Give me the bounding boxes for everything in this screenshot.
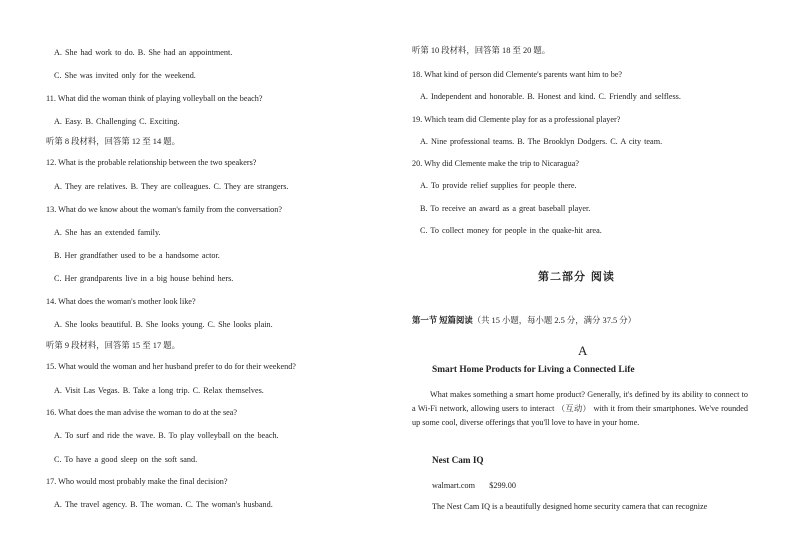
question-line: 16. What does the man advise the woman to do at the sea? <box>46 408 238 417</box>
answer-option-line: C. To have a good sleep on the soft sand. <box>54 455 198 464</box>
answer-option-line: A. To provide relief supplies for people there. <box>420 181 577 190</box>
answer-option-line: A. Nine professional teams. B. The Brooklyn Dodgers. C. A city team. <box>420 137 663 146</box>
answer-option-line: A. To surf and ride the wave. B. To play volleyball on the beach. <box>54 431 279 440</box>
product-store-line <box>432 481 516 491</box>
section-instruction: 听第 9 段材料，回答第 15 至 17 题。 <box>46 341 180 350</box>
article-title: Smart Home Products for Living a Connected Life <box>432 365 635 375</box>
product-description: The Nest Cam IQ is a beautifully designed home security camera that can recognize <box>432 502 708 511</box>
product-name: Nest Cam IQ <box>432 455 484 465</box>
answer-option-line: A. They are relatives. B. They are colleagues. C. They are strangers. <box>54 182 289 191</box>
question-line: 11. What did the woman think of playing volleyball on the beach? <box>46 94 263 103</box>
question-line: 19. Which team did Clemente play for as a professional player? <box>412 115 621 124</box>
answer-option-line: C. She was invited only for the weekend. <box>54 71 196 80</box>
answer-option-line: A. Easy. B. Challenging C. Exciting. <box>54 117 180 126</box>
answer-option-line: A. The travel agency. B. The woman. C. The woman's husband. <box>54 500 273 509</box>
passage-letter: A <box>578 343 588 358</box>
answer-option-line: B. To receive an award as a great baseball player. <box>420 204 591 213</box>
answer-option-line: C. Her grandparents live in a big house behind hers. <box>54 274 234 283</box>
answer-option-line: C. To collect money for people in the quake-hit area. <box>420 226 602 235</box>
article-intro: What makes something a smart home product? Generally, it's defined by its ability to connect to a Wi-Fi network, allowing users to interact （互动） with it from their smartphones. We've rounded up some cool, diverse offerings that you'll love to have in your home. <box>412 390 748 428</box>
answer-option-line: B. Her grandfather used to be a handsome actor. <box>54 251 220 260</box>
part-two-title: 第二部分 阅读 <box>538 270 615 283</box>
question-line: 20. Why did Clemente make the trip to Nicaragua? <box>412 159 579 168</box>
question-line: 17. Who would most probably make the final decision? <box>46 477 228 486</box>
answer-option-line: A. She had work to do. B. She had an appointment. <box>54 48 233 57</box>
question-line: 12. What is the probable relationship between the two speakers? <box>46 158 257 167</box>
subsection-heading <box>412 314 636 326</box>
subsection-label: 第一节 短篇阅读 <box>412 316 473 325</box>
answer-option-line: A. Independent and honorable. B. Honest and kind. C. Friendly and selfless. <box>420 92 681 101</box>
subsection-scoring: （共 15 小题，每小题 2.5 分，满分 37.5 分） <box>472 316 637 325</box>
product-price: $299.00 <box>489 481 516 490</box>
question-line: 14. What does the woman's mother look like? <box>46 297 196 306</box>
answer-option-line: A. She looks beautiful. B. She looks young. C. She looks plain. <box>54 320 273 329</box>
section-instruction: 听第 10 段材料，回答第 18 至 20 题。 <box>412 46 551 55</box>
question-line: 15. What would the woman and her husband prefer to do for their weekend? <box>46 362 296 371</box>
answer-option-line: A. She has an extended family. <box>54 228 161 237</box>
question-line: 13. What do we know about the woman's family from the conversation? <box>46 205 282 214</box>
question-line: 18. What kind of person did Clemente's parents want him to be? <box>412 70 623 79</box>
answer-option-line: A. Visit Las Vegas. B. Take a long trip. C. Relax themselves. <box>54 386 264 395</box>
product-store: walmart.com <box>432 481 475 490</box>
section-instruction: 听第 8 段材料，回答第 12 至 14 题。 <box>46 137 180 146</box>
